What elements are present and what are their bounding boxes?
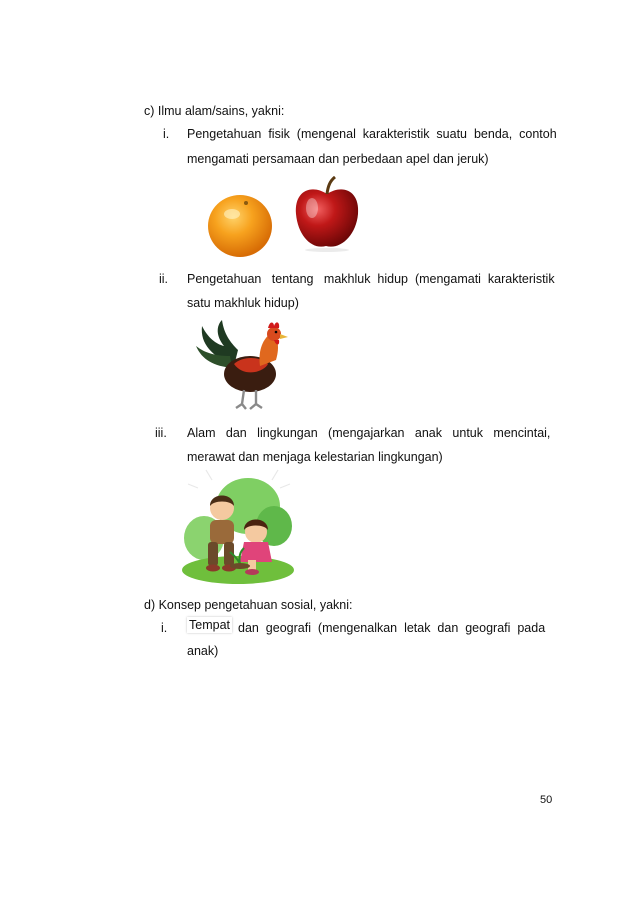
item-i-marker: i. [163,127,170,141]
d-item-i-marker: i. [161,621,168,635]
item-ii-marker: ii. [159,272,169,286]
page-number: 50 [540,794,553,806]
item-ii-line1: Pengetahuan tentang makhluk hidup (mengamati karakteristik [187,272,555,286]
item-i-line2: mengamati persamaan dan perbedaan apel dan jeruk) [187,152,489,166]
d-item-i-line2: anak) [187,644,219,658]
d-item-i-word1: Tempat [189,618,230,632]
section-d-heading: d) Konsep pengetahuan sosial, yakni: [144,598,353,612]
item-iii-line2: merawat dan menjaga kelestarian lingkungan) [187,450,443,464]
item-iii-line1: Alam dan lingkungan (mengajarkan anak untuk mencintai, [187,426,551,440]
children-planting-image [178,466,296,586]
orange-image [206,192,274,258]
section-c-heading: c) Ilmu alam/sains, yakni: [144,104,285,118]
apple-image [292,176,362,252]
item-ii-line2: satu makhluk hidup) [187,296,299,310]
item-i-line1: Pengetahuan fisik (mengenal karakteristik suatu benda, contoh [187,127,557,141]
d-item-i-line1-rest: dan geografi (mengenalkan letak dan geografi pada [238,621,546,635]
item-iii-marker: iii. [155,426,167,440]
rooster-image [194,316,290,412]
